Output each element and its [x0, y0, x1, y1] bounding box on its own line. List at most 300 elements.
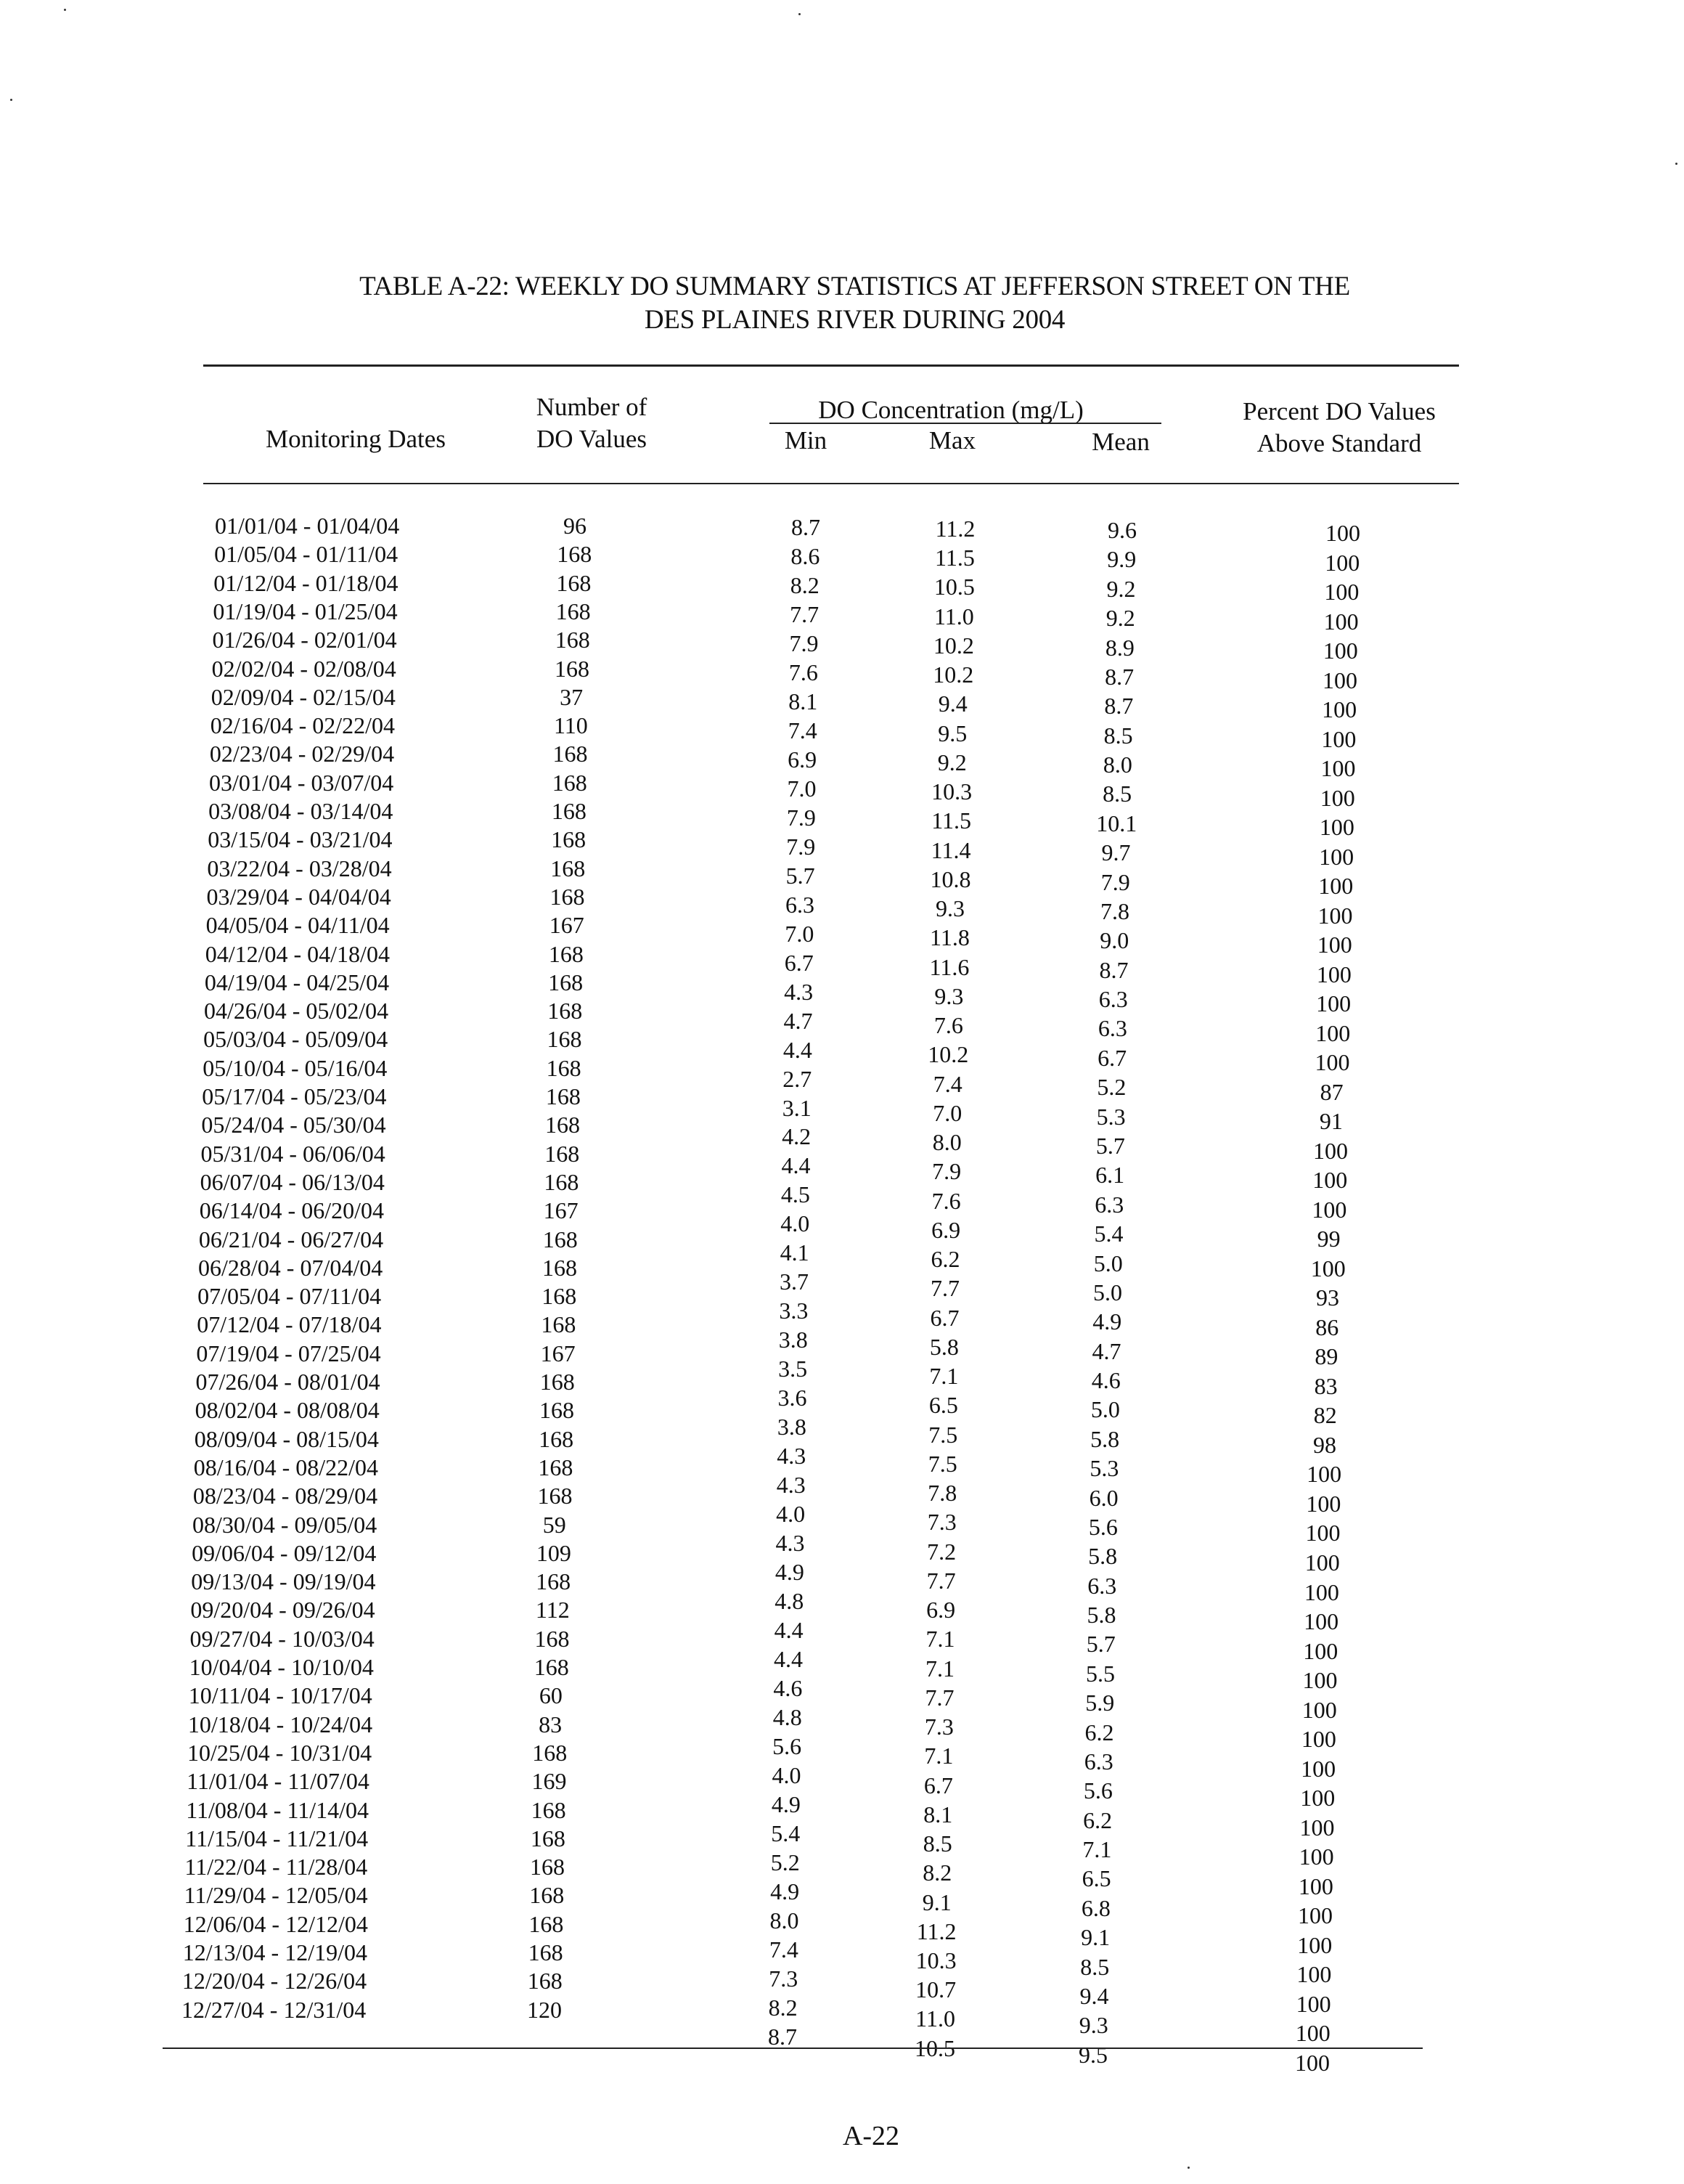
- cell-do-max: 7.3: [927, 1509, 957, 1536]
- cell-monitoring-dates: 11/15/04 - 11/21/04: [185, 1825, 369, 1851]
- cell-number-of-do-values: 168: [551, 798, 586, 824]
- cell-percent-above-standard: 100: [1317, 932, 1352, 958]
- cell-percent-above-standard: 100: [1323, 608, 1359, 635]
- cell-do-max: 7.7: [925, 1684, 955, 1711]
- cell-monitoring-dates: 03/22/04 - 03/28/04: [207, 855, 392, 881]
- cell-do-min: 4.0: [776, 1501, 806, 1528]
- cell-percent-above-standard: 100: [1313, 1137, 1349, 1164]
- cell-number-of-do-values: 168: [527, 1968, 563, 1994]
- cell-percent-above-standard: 99: [1317, 1226, 1341, 1252]
- table-row: [0, 569, 1684, 606]
- cell-do-min: 4.3: [784, 978, 814, 1005]
- cell-number-of-do-values: 168: [550, 855, 586, 881]
- cell-percent-above-standard: 87: [1320, 1078, 1344, 1105]
- cell-do-max: 9.2: [937, 749, 967, 775]
- cell-monitoring-dates: 03/15/04 - 03/21/04: [208, 826, 393, 853]
- cell-do-max: 7.6: [933, 1012, 963, 1039]
- cell-number-of-do-values: 168: [548, 940, 584, 967]
- cell-number-of-do-values: 168: [542, 1226, 578, 1252]
- cell-do-mean: 5.2: [1097, 1074, 1127, 1101]
- cell-do-mean: 6.7: [1098, 1044, 1127, 1071]
- cell-do-min: 8.0: [769, 1907, 799, 1934]
- cell-do-mean: 6.2: [1084, 1719, 1114, 1745]
- cell-do-mean: 9.1: [1081, 1924, 1111, 1951]
- cell-percent-above-standard: 100: [1303, 1637, 1338, 1664]
- cell-monitoring-dates: 07/26/04 - 08/01/04: [195, 1369, 380, 1395]
- cell-do-mean: 9.5: [1079, 2041, 1108, 2068]
- cell-number-of-do-values: 167: [540, 1340, 576, 1366]
- cell-do-min: 4.2: [782, 1123, 812, 1150]
- cell-do-mean: 6.0: [1089, 1484, 1119, 1511]
- cell-do-min: 3.8: [777, 1414, 806, 1441]
- cell-percent-above-standard: 100: [1295, 2049, 1330, 2076]
- cell-do-min: 7.3: [769, 1965, 798, 1992]
- table-title: [0, 270, 1684, 337]
- cell-monitoring-dates: 08/09/04 - 08/15/04: [194, 1425, 379, 1452]
- cell-do-max: 7.1: [924, 1743, 954, 1769]
- cell-percent-above-standard: 100: [1319, 814, 1354, 841]
- cell-percent-above-standard: 100: [1300, 1785, 1336, 1812]
- cell-do-max: 7.0: [933, 1099, 962, 1126]
- cell-number-of-do-values: 168: [542, 1254, 577, 1281]
- cell-number-of-do-values: 109: [536, 1539, 571, 1566]
- cell-do-mean: 8.7: [1105, 663, 1135, 690]
- cell-do-min: 8.2: [768, 1994, 798, 2021]
- cell-monitoring-dates: 01/12/04 - 01/18/04: [213, 569, 398, 596]
- cell-do-max: 11.5: [935, 545, 975, 571]
- cell-do-mean: 9.9: [1107, 546, 1137, 573]
- cell-do-max: 6.2: [931, 1246, 960, 1273]
- cell-percent-above-standard: 86: [1315, 1313, 1339, 1340]
- cell-number-of-do-values: 59: [542, 1511, 566, 1538]
- cell-do-max: 8.0: [932, 1129, 962, 1156]
- cell-do-min: 7.9: [786, 804, 816, 831]
- cell-percent-above-standard: 100: [1304, 1549, 1340, 1576]
- cell-do-min: 3.7: [780, 1268, 809, 1295]
- cell-do-mean: 6.3: [1084, 1748, 1113, 1774]
- cell-monitoring-dates: 10/11/04 - 10/17/04: [188, 1682, 372, 1709]
- cell-monitoring-dates: 12/13/04 - 12/19/04: [182, 1939, 367, 1965]
- cell-number-of-do-values: 168: [547, 998, 583, 1024]
- cell-monitoring-dates: 05/03/04 - 05/09/04: [203, 1026, 388, 1053]
- cell-percent-above-standard: 100: [1322, 667, 1357, 693]
- cell-monitoring-dates: 04/19/04 - 04/25/04: [204, 969, 390, 995]
- cell-number-of-do-values: 168: [545, 1112, 581, 1138]
- cell-do-max: 11.0: [915, 2005, 955, 2032]
- cell-number-of-do-values: 168: [528, 1939, 563, 1965]
- cell-monitoring-dates: 05/31/04 - 06/06/04: [200, 1140, 385, 1167]
- cell-do-max: 7.3: [924, 1714, 954, 1740]
- cell-monitoring-dates: 08/23/04 - 08/29/04: [192, 1483, 378, 1509]
- cell-number-of-do-values: 168: [537, 1483, 573, 1509]
- cell-do-min: 4.3: [775, 1530, 805, 1557]
- cell-do-min: 7.4: [769, 1936, 798, 1963]
- cell-do-min: 4.4: [774, 1617, 804, 1644]
- cell-monitoring-dates: 05/10/04 - 05/16/04: [203, 1054, 388, 1081]
- cell-do-mean: 9.7: [1101, 839, 1131, 866]
- cell-do-min: 8.2: [790, 571, 819, 598]
- table-row: [0, 625, 1684, 664]
- cell-do-max: 7.4: [933, 1070, 962, 1097]
- table-row: [0, 539, 1684, 576]
- cell-percent-above-standard: 100: [1310, 1255, 1346, 1282]
- cell-monitoring-dates: 01/26/04 - 02/01/04: [212, 627, 397, 653]
- cell-do-min: 8.7: [768, 2023, 797, 2050]
- cell-do-mean: 8.9: [1105, 634, 1135, 661]
- cell-do-max: 7.7: [931, 1275, 960, 1302]
- cell-do-min: 3.5: [778, 1356, 808, 1382]
- cell-percent-above-standard: 100: [1301, 1755, 1336, 1782]
- cell-do-max: 6.7: [923, 1772, 953, 1798]
- cell-monitoring-dates: 10/04/04 - 10/10/04: [189, 1654, 374, 1680]
- cell-number-of-do-values: 168: [538, 1454, 573, 1480]
- cell-do-min: 4.8: [772, 1703, 802, 1730]
- cell-monitoring-dates: 04/05/04 - 04/11/04: [205, 912, 390, 939]
- cell-do-mean: 9.4: [1079, 1983, 1109, 2009]
- table-row: [0, 711, 1684, 752]
- cell-number-of-do-values: 168: [549, 883, 585, 910]
- cell-monitoring-dates: 06/07/04 - 06/13/04: [200, 1168, 385, 1195]
- cell-do-min: 5.7: [785, 862, 815, 889]
- cell-monitoring-dates: 05/17/04 - 05/23/04: [202, 1083, 387, 1109]
- cell-do-max: 7.1: [925, 1626, 955, 1653]
- cell-do-min: 2.7: [782, 1065, 812, 1092]
- cell-number-of-do-values: 168: [552, 769, 587, 796]
- cell-percent-above-standard: 100: [1304, 1578, 1339, 1605]
- cell-do-mean: 9.2: [1106, 575, 1136, 602]
- cell-do-mean: 5.6: [1088, 1513, 1118, 1540]
- cell-percent-above-standard: 100: [1325, 520, 1360, 546]
- cell-percent-above-standard: 100: [1316, 990, 1352, 1017]
- cell-do-max: 7.5: [928, 1421, 958, 1448]
- header-do-concentration: DO Concentration (mg/L): [818, 396, 1084, 424]
- page-number: A-22: [842, 2121, 900, 2151]
- cell-percent-above-standard: 100: [1318, 873, 1354, 900]
- cell-percent-above-standard: 83: [1314, 1372, 1338, 1399]
- table-title-line-2: DES PLAINES RIVER DURING 2004: [644, 305, 1066, 335]
- header-do-values: DO Values: [536, 425, 647, 453]
- cell-number-of-do-values: 167: [549, 912, 584, 939]
- cell-number-of-do-values: 168: [555, 598, 591, 624]
- cell-percent-above-standard: 100: [1323, 637, 1358, 664]
- table-row: [0, 654, 1684, 693]
- cell-do-mean: 6.8: [1081, 1894, 1111, 1921]
- scan-speck: [64, 9, 66, 11]
- cell-percent-above-standard: 100: [1315, 1019, 1351, 1046]
- cell-monitoring-dates: 03/29/04 - 04/04/04: [206, 883, 391, 910]
- cell-number-of-do-values: 168: [548, 969, 584, 995]
- header-max: Max: [928, 426, 976, 455]
- cell-do-min: 4.9: [774, 1559, 804, 1586]
- table-row: [0, 597, 1684, 635]
- cell-do-min: 4.4: [781, 1152, 811, 1179]
- cell-number-of-do-values: 167: [543, 1197, 579, 1224]
- cell-do-max: 11.2: [935, 516, 976, 542]
- cell-number-of-do-values: 120: [527, 1996, 562, 2023]
- cell-do-max: 5.8: [929, 1333, 959, 1360]
- cell-monitoring-dates: 02/09/04 - 02/15/04: [210, 683, 396, 710]
- cell-number-of-do-values: 37: [560, 683, 584, 710]
- scan-speck: [10, 99, 12, 101]
- cell-monitoring-dates: 07/19/04 - 07/25/04: [196, 1340, 381, 1366]
- cell-do-mean: 8.7: [1104, 693, 1134, 720]
- scan-speck: [1188, 2167, 1190, 2169]
- cell-do-max: 11.2: [916, 1918, 957, 1944]
- cell-do-min: 7.0: [785, 920, 814, 947]
- cell-do-max: 7.6: [931, 1187, 961, 1214]
- cell-percent-above-standard: 100: [1306, 1490, 1341, 1517]
- header-number-of: Number of: [536, 393, 647, 421]
- cell-monitoring-dates: 03/08/04 - 03/14/04: [208, 798, 393, 824]
- cell-percent-above-standard: 100: [1322, 696, 1357, 723]
- cell-number-of-do-values: 96: [563, 513, 586, 539]
- cell-monitoring-dates: 03/01/04 - 03/07/04: [209, 769, 394, 796]
- cell-do-max: 7.5: [928, 1450, 957, 1477]
- cell-do-min: 3.1: [782, 1094, 812, 1121]
- cell-monitoring-dates: 06/21/04 - 06/27/04: [198, 1226, 384, 1252]
- cell-number-of-do-values: 168: [532, 1739, 568, 1766]
- cell-do-mean: 9.3: [1079, 2012, 1108, 2039]
- cell-do-mean: 8.5: [1103, 722, 1133, 749]
- cell-monitoring-dates: 09/27/04 - 10/03/04: [189, 1625, 375, 1652]
- cell-do-min: 4.7: [783, 1007, 813, 1034]
- cell-percent-above-standard: 89: [1315, 1343, 1338, 1370]
- cell-do-min: 4.3: [777, 1443, 806, 1470]
- cell-do-min: 4.1: [780, 1239, 809, 1266]
- cell-do-min: 4.6: [773, 1675, 803, 1701]
- cell-do-mean: 6.3: [1095, 1191, 1124, 1218]
- cell-do-min: 3.8: [778, 1327, 808, 1353]
- cell-monitoring-dates: 06/14/04 - 06/20/04: [199, 1197, 384, 1224]
- cell-percent-above-standard: 100: [1297, 1931, 1333, 1958]
- cell-do-mean: 5.0: [1093, 1279, 1122, 1305]
- cell-do-max: 10.3: [915, 1947, 957, 1973]
- cell-do-min: 8.6: [790, 542, 820, 569]
- cell-number-of-do-values: 168: [528, 1910, 564, 1937]
- cell-do-mean: 5.7: [1095, 1132, 1125, 1159]
- cell-number-of-do-values: 168: [530, 1854, 565, 1881]
- cell-do-min: 6.9: [788, 746, 817, 773]
- cell-do-min: 4.8: [774, 1588, 804, 1615]
- cell-percent-above-standard: 100: [1324, 579, 1360, 606]
- cell-monitoring-dates: 01/19/04 - 01/25/04: [213, 598, 398, 624]
- cell-monitoring-dates: 12/27/04 - 12/31/04: [181, 1996, 367, 2023]
- cell-do-mean: 5.3: [1090, 1455, 1119, 1482]
- cell-number-of-do-values: 168: [544, 1168, 579, 1195]
- cell-monitoring-dates: 01/01/04 - 01/04/04: [215, 513, 400, 539]
- cell-do-min: 4.0: [772, 1761, 801, 1788]
- cell-percent-above-standard: 100: [1305, 1520, 1341, 1547]
- cell-do-max: 7.8: [928, 1480, 957, 1507]
- cell-number-of-do-values: 112: [535, 1597, 570, 1623]
- cell-number-of-do-values: 168: [536, 1568, 571, 1595]
- cell-monitoring-dates: 09/13/04 - 09/19/04: [191, 1568, 376, 1595]
- cell-monitoring-dates: 06/28/04 - 07/04/04: [198, 1254, 383, 1281]
- cell-monitoring-dates: 12/20/04 - 12/26/04: [181, 1968, 367, 1994]
- cell-number-of-do-values: 168: [551, 826, 586, 853]
- cell-monitoring-dates: 11/29/04 - 12/05/04: [184, 1882, 368, 1909]
- cell-do-mean: 5.4: [1094, 1221, 1124, 1247]
- cell-monitoring-dates: 04/26/04 - 05/02/04: [203, 998, 389, 1024]
- cell-do-max: 10.7: [915, 1976, 957, 2003]
- cell-do-mean: 9.0: [1100, 927, 1129, 954]
- cell-do-max: 11.5: [931, 807, 972, 834]
- cell-monitoring-dates: 07/12/04 - 07/18/04: [197, 1311, 382, 1338]
- cell-number-of-do-values: 168: [534, 1654, 569, 1680]
- cell-do-mean: 5.8: [1088, 1543, 1118, 1570]
- cell-do-max: 9.3: [936, 895, 965, 922]
- cell-do-mean: 6.1: [1095, 1162, 1125, 1189]
- cell-do-max: 10.5: [933, 574, 975, 600]
- cell-number-of-do-values: 60: [539, 1682, 563, 1709]
- cell-number-of-do-values: 168: [544, 1140, 580, 1167]
- cell-percent-above-standard: 100: [1320, 755, 1356, 782]
- scan-speck: [1675, 163, 1677, 165]
- cell-do-mean: 6.3: [1087, 1572, 1117, 1599]
- cell-percent-above-standard: 100: [1321, 725, 1357, 752]
- cell-monitoring-dates: 02/23/04 - 02/29/04: [209, 741, 395, 767]
- table-row: [0, 682, 1684, 723]
- scan-speck: [798, 13, 801, 15]
- cell-monitoring-dates: 09/20/04 - 09/26/04: [190, 1597, 375, 1623]
- cell-number-of-do-values: 168: [546, 1054, 581, 1081]
- cell-do-mean: 4.7: [1092, 1337, 1121, 1364]
- cell-monitoring-dates: 08/30/04 - 09/05/04: [192, 1511, 377, 1538]
- cell-do-mean: 5.3: [1096, 1103, 1126, 1130]
- cell-do-max: 10.5: [915, 2034, 955, 2061]
- cell-number-of-do-values: 168: [529, 1882, 565, 1909]
- cell-do-min: 3.6: [777, 1385, 807, 1411]
- cell-percent-above-standard: 100: [1302, 1667, 1338, 1694]
- cell-do-min: 4.5: [780, 1181, 810, 1208]
- cell-do-mean: 5.0: [1093, 1250, 1123, 1276]
- cell-monitoring-dates: 09/06/04 - 09/12/04: [192, 1539, 377, 1566]
- cell-do-max: 9.1: [922, 1888, 952, 1915]
- cell-do-min: 4.0: [780, 1210, 810, 1237]
- cell-percent-above-standard: 100: [1307, 1461, 1342, 1488]
- cell-do-min: 7.4: [788, 717, 817, 743]
- cell-do-min: 7.9: [789, 629, 819, 656]
- cell-percent-above-standard: 100: [1301, 1726, 1336, 1753]
- cell-do-max: 6.5: [928, 1392, 958, 1419]
- cell-number-of-do-values: 168: [557, 541, 592, 568]
- cell-do-max: 10.2: [928, 1041, 969, 1068]
- cell-do-mean: 10.1: [1096, 810, 1137, 836]
- cell-number-of-do-values: 168: [545, 1083, 581, 1109]
- cell-do-mean: 5.9: [1085, 1690, 1115, 1716]
- cell-do-min: 5.4: [771, 1820, 801, 1846]
- cell-number-of-do-values: 168: [541, 1311, 576, 1338]
- cell-do-mean: 5.7: [1086, 1631, 1116, 1658]
- cell-do-mean: 9.2: [1105, 605, 1135, 632]
- cell-percent-above-standard: 82: [1313, 1402, 1337, 1429]
- cell-monitoring-dates: 01/05/04 - 01/11/04: [214, 541, 398, 568]
- cell-do-min: 8.7: [791, 514, 820, 540]
- cell-do-mean: 5.8: [1090, 1425, 1120, 1452]
- cell-percent-above-standard: 100: [1296, 1990, 1331, 2017]
- cell-percent-above-standard: 98: [1312, 1431, 1336, 1458]
- cell-do-mean: 7.1: [1082, 1836, 1112, 1863]
- cell-do-mean: 6.3: [1098, 1015, 1127, 1042]
- cell-monitoring-dates: 02/02/04 - 02/08/04: [211, 655, 396, 682]
- cell-do-min: 6.7: [784, 949, 814, 976]
- table-title-line-1: TABLE A-22: WEEKLY DO SUMMARY STATISTICS AT JEFFERSON STREET ON THE: [359, 272, 1350, 301]
- header-rule: [203, 483, 1459, 484]
- cell-number-of-do-values: 168: [555, 627, 590, 653]
- cell-number-of-do-values: 168: [534, 1625, 570, 1652]
- cell-do-mean: 8.5: [1103, 781, 1132, 807]
- header-monitoring-dates: Monitoring Dates: [266, 425, 446, 453]
- cell-do-mean: 8.7: [1099, 956, 1129, 983]
- table-row: [0, 511, 1684, 546]
- cell-number-of-do-values: 168: [541, 1283, 577, 1310]
- header-mean: Mean: [1092, 428, 1150, 456]
- cell-do-max: 11.4: [931, 836, 971, 863]
- cell-percent-above-standard: 100: [1299, 1814, 1335, 1841]
- cell-percent-above-standard: 100: [1296, 1961, 1332, 1988]
- cell-percent-above-standard: 91: [1319, 1108, 1343, 1135]
- cell-do-max: 9.3: [934, 982, 964, 1009]
- cell-number-of-do-values: 168: [530, 1825, 565, 1851]
- cell-do-max: 11.6: [929, 953, 970, 980]
- cell-do-max: 7.1: [925, 1655, 955, 1682]
- cell-monitoring-dates: 11/01/04 - 11/07/04: [187, 1768, 369, 1795]
- cell-do-mean: 6.3: [1098, 986, 1128, 1013]
- cell-do-min: 4.3: [776, 1472, 806, 1499]
- cell-do-min: 4.4: [782, 1036, 812, 1063]
- cell-do-max: 9.5: [938, 720, 968, 746]
- cell-percent-above-standard: 100: [1298, 1873, 1333, 1899]
- cell-monitoring-dates: 04/12/04 - 04/18/04: [205, 940, 390, 967]
- cell-monitoring-dates: 08/16/04 - 08/22/04: [193, 1454, 379, 1480]
- cell-do-min: 7.9: [786, 833, 816, 860]
- cell-do-max: 6.9: [931, 1216, 961, 1243]
- cell-monitoring-dates: 10/18/04 - 10/24/04: [187, 1711, 373, 1737]
- cell-do-max: 10.8: [930, 865, 971, 892]
- cell-do-mean: 5.8: [1087, 1602, 1116, 1629]
- cell-do-mean: 8.5: [1080, 1953, 1110, 1980]
- cell-percent-above-standard: 100: [1298, 1902, 1333, 1929]
- cell-do-mean: 5.5: [1086, 1660, 1115, 1687]
- cell-do-max: 8.1: [923, 1801, 953, 1828]
- cell-percent-above-standard: 93: [1316, 1284, 1339, 1311]
- cell-number-of-do-values: 110: [553, 712, 588, 739]
- cell-percent-above-standard: 100: [1304, 1608, 1339, 1635]
- cell-do-min: 8.1: [788, 688, 818, 714]
- header-group-rule: [769, 423, 1161, 424]
- cell-number-of-do-values: 168: [554, 655, 589, 682]
- header-percent-do-values: Percent DO Values: [1243, 397, 1436, 425]
- cell-do-mean: 4.6: [1091, 1367, 1121, 1393]
- cell-do-max: 7.9: [932, 1158, 962, 1185]
- cell-do-max: 7.7: [926, 1567, 956, 1594]
- cell-do-min: 7.0: [787, 775, 817, 802]
- cell-number-of-do-values: 168: [556, 569, 592, 596]
- cell-do-min: 4.4: [774, 1646, 803, 1672]
- cell-monitoring-dates: 07/05/04 - 07/11/04: [197, 1283, 382, 1310]
- cell-do-min: 5.6: [772, 1732, 802, 1759]
- cell-do-min: 6.3: [785, 891, 814, 918]
- cell-do-max: 8.5: [923, 1830, 952, 1857]
- cell-do-max: 9.4: [938, 690, 968, 717]
- cell-monitoring-dates: 11/08/04 - 11/14/04: [186, 1796, 369, 1823]
- cell-do-mean: 6.2: [1083, 1806, 1113, 1833]
- cell-do-mean: 6.5: [1082, 1865, 1111, 1892]
- cell-do-mean: 5.6: [1083, 1777, 1113, 1804]
- cell-monitoring-dates: 08/02/04 - 08/08/04: [195, 1397, 380, 1424]
- cell-do-max: 10.3: [931, 778, 973, 805]
- cell-number-of-do-values: 168: [539, 1369, 575, 1395]
